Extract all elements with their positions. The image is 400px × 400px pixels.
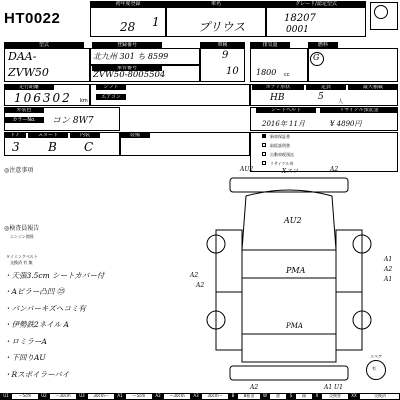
mark-roof: PMA: [286, 266, 306, 275]
int-grade-value: B: [48, 140, 57, 154]
mark-left-2: A2: [196, 282, 205, 289]
lot-number: HT0022: [4, 10, 61, 27]
option-check-1: [262, 143, 266, 147]
logo-icon: [374, 5, 388, 19]
engine-sub: エンジン関係: [10, 234, 34, 239]
month-value: 1: [152, 15, 160, 29]
grade-box: [266, 7, 366, 37]
mileage-value: 106302: [14, 91, 72, 105]
option-col2-1: 取扱説明書: [270, 143, 290, 148]
header-mileage: 走行距離: [4, 84, 54, 90]
mark-right-2: A2: [384, 266, 393, 273]
legend-21: 交換済: [374, 393, 386, 398]
seat-belt-date: 2016年 11月: [262, 120, 305, 128]
header-ext-color: 外装色: [4, 107, 44, 113]
type2-value: ZVW50: [8, 66, 49, 79]
legend-3: ～30cm: [55, 393, 71, 398]
belt-sub: タイミングベルト: [6, 254, 38, 259]
remark-6: ・Rスポイラーバイ: [4, 370, 70, 379]
legend-16: S: [286, 393, 296, 399]
seats-value: 5: [318, 92, 324, 102]
header-load: 最大積載: [348, 84, 398, 90]
remark-4: ・ロミラーA: [4, 337, 47, 346]
person-unit: 人: [338, 99, 344, 105]
remark-2: ・バンパーキズヘコミ有: [4, 304, 86, 313]
legend-12: B: [228, 393, 238, 399]
header-first-reg: 初年度登録: [90, 1, 166, 7]
model-name: プリウス: [198, 20, 246, 34]
header-int-grade: 内装: [70, 132, 100, 138]
fuel-mark: G: [313, 53, 320, 62]
car-diagram: [186, 170, 400, 392]
option-check-3: [262, 161, 266, 165]
legend-7: ～5cm: [132, 393, 146, 398]
displacement-value: 1800: [256, 68, 277, 77]
mark-right-1: A1: [384, 256, 393, 263]
legend-1: ～5cm: [18, 393, 32, 398]
legend-2: U2: [38, 393, 50, 399]
registration-value: 北九州 301 ち 8599: [93, 52, 169, 61]
header-body-type: ボディ形状: [252, 84, 304, 90]
spare-tire-icon: [366, 360, 386, 380]
remark-3: ・伊勢鉄2ネイル A: [4, 320, 69, 329]
grade-no: 18207: [284, 13, 316, 24]
mark-top-2: Xスソ: [282, 168, 299, 175]
header-inspection: 車検: [200, 42, 245, 48]
header-model-type: 型式: [4, 42, 84, 48]
eval-value: C: [84, 140, 94, 154]
doors-box: [4, 132, 120, 156]
legend-5: 30cm～: [93, 393, 109, 398]
legend-9: ～30cm: [169, 393, 185, 398]
header-color-code: カラーNo.: [4, 117, 44, 123]
remark-1: ・Aピラー凸凹 ㉕: [4, 287, 65, 296]
mark-hood: AU2: [284, 216, 302, 225]
equipment-box: [120, 132, 250, 156]
spare-status: 有: [372, 366, 376, 371]
mark-left-1: A2: [190, 272, 199, 279]
km-unit: km: [80, 98, 88, 104]
header-doors: ドア: [4, 132, 26, 138]
legend-19: 交換要: [329, 393, 341, 398]
year-value: 28: [120, 20, 136, 34]
header-aircon: エアコン: [96, 94, 126, 100]
inspector-title: ◎検査員報告: [4, 225, 40, 232]
legend-15: 波: [276, 393, 280, 398]
header-recycle: リサイクル預託金: [320, 107, 398, 113]
body-value: HB: [270, 93, 285, 103]
legend-0: U1: [0, 393, 12, 399]
legend-4: U3: [76, 393, 88, 399]
spare-label: スペア: [370, 354, 382, 359]
legend-10: A3: [190, 393, 202, 399]
option-check-0: [262, 134, 266, 138]
header-registration: 登録番号: [92, 42, 162, 48]
chassis-value: ZVW50-8005504: [93, 70, 166, 80]
remark-5: ・下回りAU: [4, 353, 46, 362]
type1-value: DAA-: [8, 50, 37, 63]
mark-right-3: A1: [384, 276, 393, 283]
mark-trunk: PMA: [286, 322, 303, 330]
header-seats: 定員: [306, 84, 346, 90]
header-stars: スタート: [28, 132, 68, 138]
insp-year: 10: [226, 66, 239, 77]
mark-bottom-1: A2: [250, 384, 259, 391]
mark-top-1: AU2: [240, 166, 254, 173]
header-fuel: 燃料: [308, 42, 338, 48]
legend-6: A1: [114, 393, 126, 399]
mark-top-3: A2: [330, 166, 339, 173]
header-model: 車名: [166, 1, 266, 7]
legend-18: X: [312, 393, 322, 399]
notes-title: ◎注意事項: [4, 167, 34, 174]
option-check-2: [262, 152, 266, 156]
legend-17: 錆: [302, 393, 306, 398]
header-equipment: 装備: [120, 132, 150, 138]
ext-color-value: コン 8W7: [52, 116, 94, 126]
doors-value: 3: [12, 140, 20, 154]
belt-options: 交換済 有 無: [10, 260, 33, 265]
option-col2-3: リサイクル券: [270, 161, 294, 166]
option-col2-0: 新車保証書: [270, 134, 290, 139]
grade-no2: 0001: [286, 25, 309, 35]
remark-0: ・天張3.5cm シートカバー付: [4, 271, 105, 280]
recycle-amount: ¥ 4890円: [330, 120, 362, 128]
header-chassis: 車台番号: [92, 65, 162, 71]
header-grade: グレード/認定型式: [266, 1, 366, 7]
legend-20: XX: [348, 393, 360, 399]
cc-unit: cc: [284, 72, 290, 78]
legend-8: A2: [152, 393, 164, 399]
legend-13: B板金: [243, 393, 255, 398]
header-seat-belt: シートベルト: [256, 107, 316, 113]
option-col2-2: 自動車税預託: [270, 152, 294, 157]
legend-11: 30cm～: [207, 393, 223, 398]
header-displacement: 排気量: [250, 42, 290, 48]
legend-14: W: [260, 393, 270, 399]
header-shift: シフト: [96, 84, 126, 90]
insp-month: 9: [222, 50, 229, 61]
mark-bottom-2: A1 U1: [324, 384, 343, 391]
